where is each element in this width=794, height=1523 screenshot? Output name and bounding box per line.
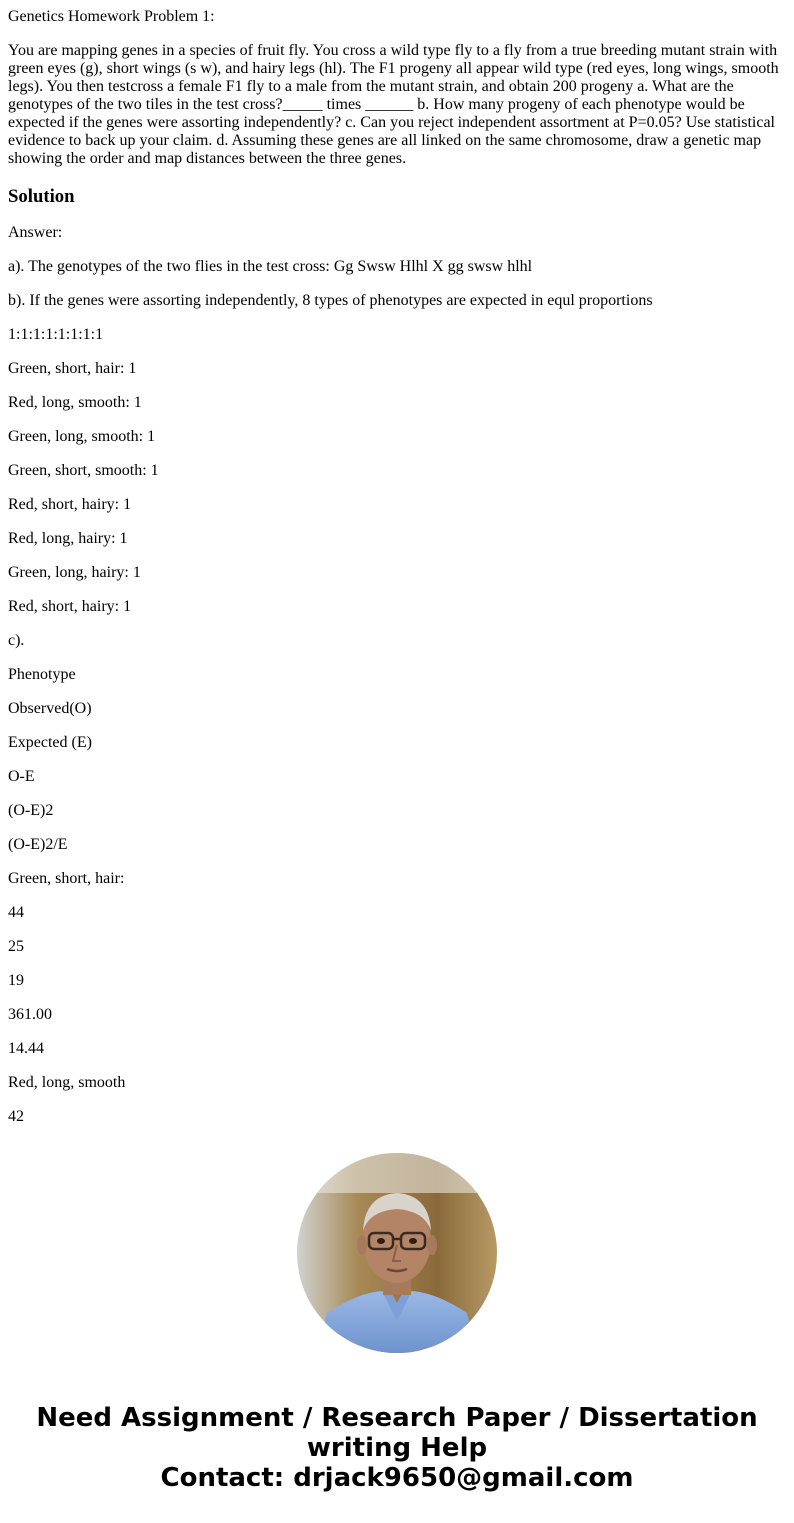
solution-line: Green, long, hairy: 1 [8, 564, 141, 581]
solution-line: Red, long, hairy: 1 [8, 530, 128, 547]
document-content [8, 0, 786, 1122]
author-photo [297, 1153, 497, 1353]
solution-line: 19 [8, 972, 24, 989]
solution-line: Red, long, smooth: 1 [8, 394, 142, 411]
solution-line: 42 [8, 1108, 24, 1122]
solution-line: Phenotype [8, 666, 76, 683]
solution-line: 14.44 [8, 1040, 44, 1057]
solution-line: 25 [8, 938, 24, 955]
solution-line: Red, short, hairy: 1 [8, 598, 132, 615]
problem-statement: You are mapping genes in a species of fruit fly. You cross a wild type fly to a fly from a true breeding mutant strain with green eyes (g), short wings (s w), and hairy legs (hl). The F1 progeny all appear wild type (red eyes, long wings, smooth legs). You then testcross a female F1 fly to a male from the mutant strain, and obtain 200 progeny a. What are the genotypes of the two tiles in the test cross?_____ times ______ b. How many progeny of each phenotype would be expected if the genes were assorting independently? c. Can you reject independent assortment at P=0.05? Use statistical evidence to back up your claim. d. Assuming these genes are all linked on the same chromosome, draw a genetic map showing the order and map distances between the three genes. [8, 42, 779, 167]
solution-line: c). [8, 632, 25, 649]
promo-banner [0, 1403, 794, 1493]
solution-line: 1:1:1:1:1:1:1:1 [8, 326, 104, 343]
solution-line: b). If the genes were assorting independently, 8 types of phenotypes are expected in equl proportions [8, 292, 653, 309]
solution-line: Answer: [8, 224, 63, 241]
solution-line: Green, short, smooth: 1 [8, 462, 159, 479]
solution-line: Green, long, smooth: 1 [8, 428, 156, 445]
document-title: Genetics Homework Problem 1: [8, 8, 215, 25]
promo-line: writing Help [306, 1433, 488, 1463]
solution-line: Observed(O) [8, 700, 92, 717]
solution-line: O-E [8, 768, 35, 785]
solution-line: 361.00 [8, 1006, 52, 1023]
solution-heading: Solution [8, 186, 75, 207]
promo-contact: Contact: drjack9650@gmail.com [160, 1463, 634, 1493]
solution-line: Red, short, hairy: 1 [8, 496, 132, 513]
solution-line: Expected (E) [8, 734, 92, 751]
promo-line: Need Assignment / Research Paper / Dissertation [36, 1403, 758, 1433]
solution-line: (O-E)2 [8, 802, 54, 819]
solution-line: Green, short, hair: 1 [8, 360, 137, 377]
solution-line: Green, short, hair: [8, 870, 125, 887]
solution-line: 44 [8, 904, 24, 921]
solution-line: a). The genotypes of the two flies in the test cross: Gg Swsw Hlhl X gg swsw hlhl [8, 258, 533, 275]
solution-line: Red, long, smooth [8, 1074, 126, 1091]
solution-line: (O-E)2/E [8, 836, 68, 853]
